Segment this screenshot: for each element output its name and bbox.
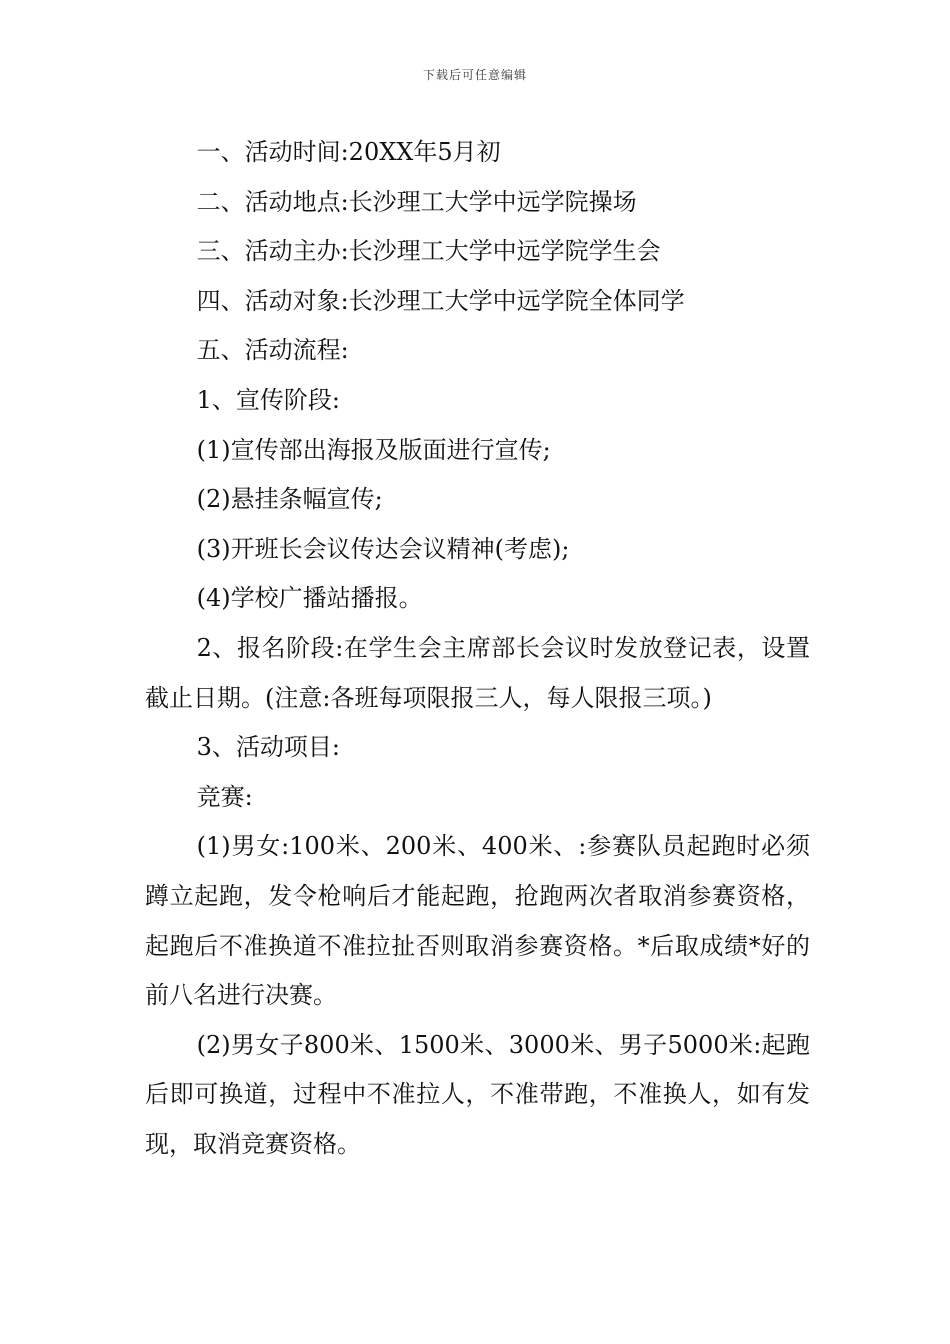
paragraph-sprint-rules: (1)男女:100米、200米、400米、:参赛队员起跑时必须蹲立起跑，发令枪响后才能起跑，抢跑两次者取消参赛资格，起跑后不准换道不准拉扯否则取消参赛资格。*后取成绩*好的前八名进行决赛。 <box>145 832 810 1010</box>
paragraph-activity-process: 五、活动流程: <box>196 336 349 365</box>
paragraph-registration-stage: 2、报名阶段:在学生会主席部长会议时发放登记表，设置截止日期。(注意:各班每项限报三人，每人限报三项。) <box>145 633 810 712</box>
paragraph-activity-audience: 四、活动对象:长沙理工大学中远学院全体同学 <box>196 286 685 315</box>
paragraph-publicity-stage: 1、宣传阶段: <box>196 385 340 414</box>
paragraph-publicity-item-4: (4)学校广播站播报。 <box>196 584 423 613</box>
page-header: 下载后可任意编辑 <box>422 68 527 82</box>
document-body <box>145 128 810 1169</box>
paragraph-activity-organizer: 三、活动主办:长沙理工大学中远学院学生会 <box>196 237 661 266</box>
paragraph-activity-items: 3、活动项目: <box>196 733 340 762</box>
paragraph-publicity-item-3: (3)开班长会议传达会议精神(考虑); <box>196 534 570 563</box>
paragraph-competition-heading: 竞赛: <box>196 782 253 811</box>
paragraph-publicity-item-1: (1)宣传部出海报及版面进行宣传; <box>196 435 551 464</box>
paragraph-activity-time: 一、活动时间:20XX年5月初 <box>196 138 501 166</box>
paragraph-activity-location: 二、活动地点:长沙理工大学中远学院操场 <box>196 187 637 216</box>
paragraph-distance-rules: (2)男女子800米、1500米、3000米、男子5000米:起跑后即可换道，过程中不准拉人，不准带跑，不准换人，如有发现，取消竞赛资格。 <box>145 1030 810 1158</box>
paragraph-publicity-item-2: (2)悬挂条幅宣传; <box>196 485 383 514</box>
